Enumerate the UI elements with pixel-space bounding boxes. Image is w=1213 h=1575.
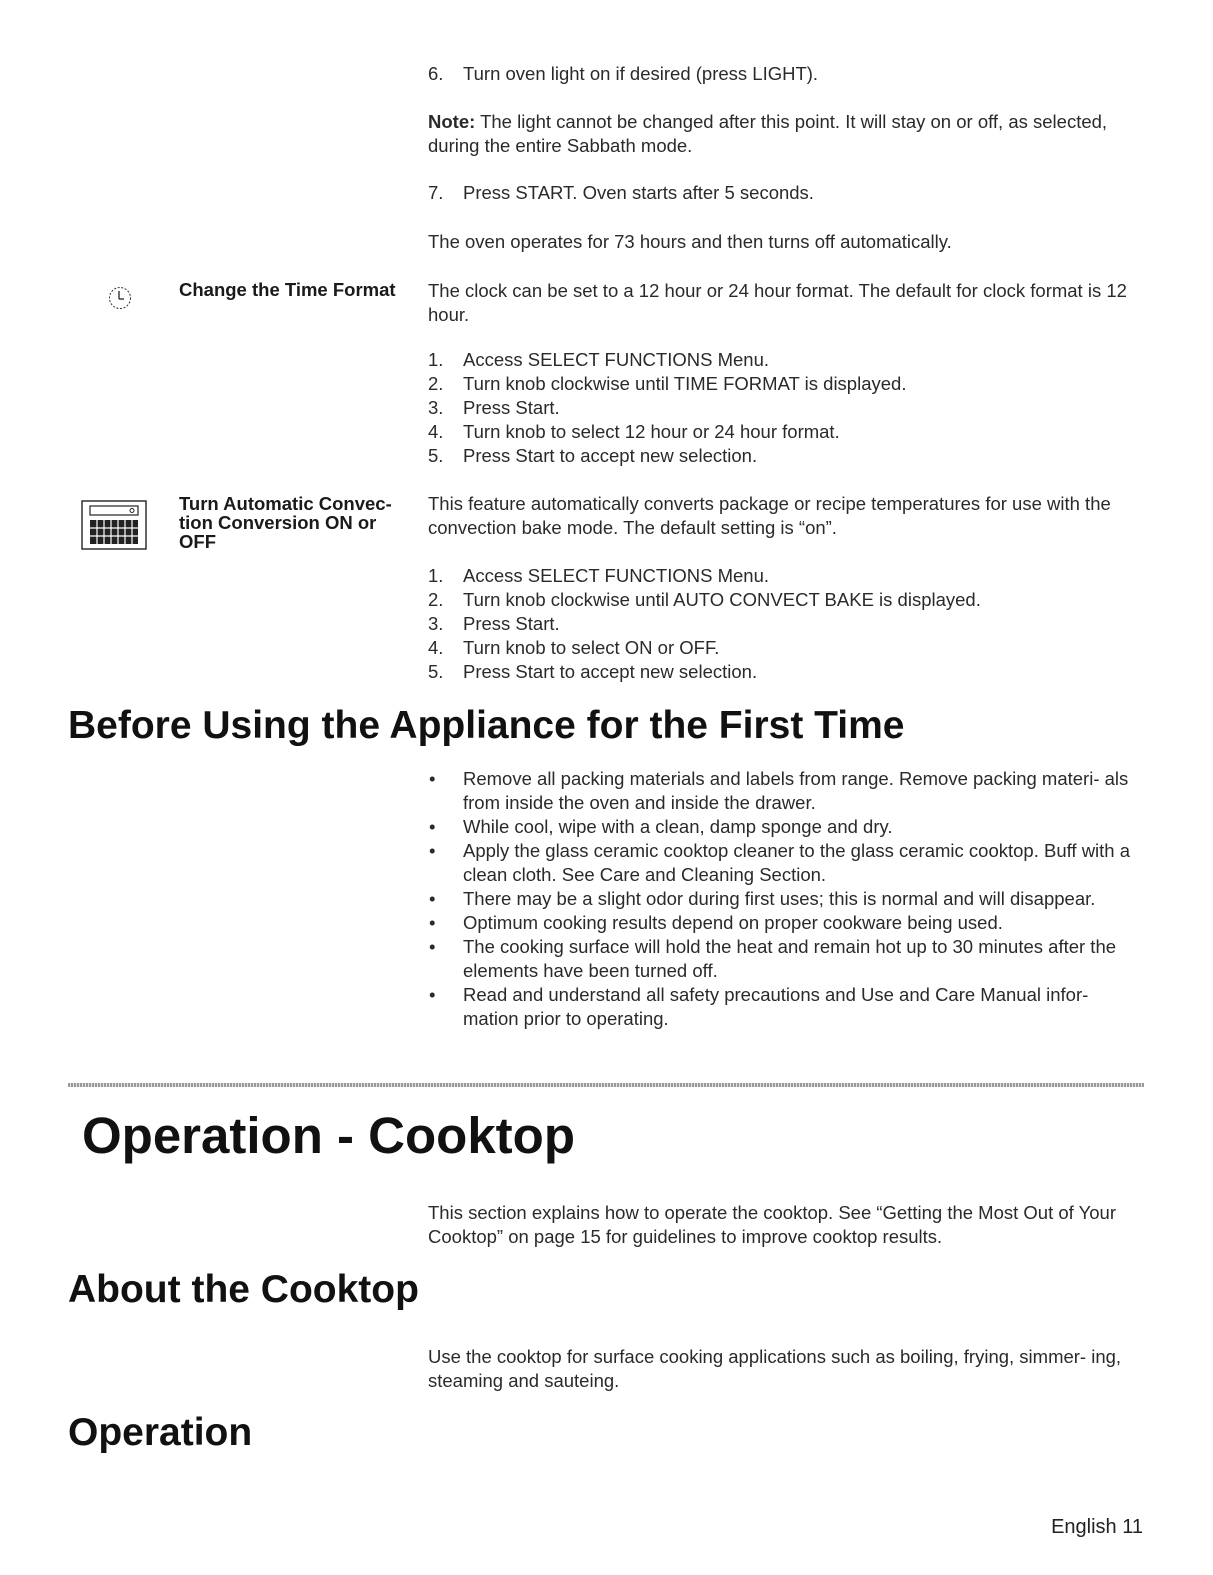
bullet-text: Read and understand all safety precautions and Use and Care Manual infor- mation prior to operating.	[463, 984, 1089, 1029]
step-text: Press Start.	[463, 397, 560, 418]
step-number: 2.	[428, 589, 444, 610]
step-number: 3.	[428, 397, 444, 418]
note-text: The light cannot be changed after this point. It will stay on or off, as selected, during the entire Sabbath mode.	[428, 111, 1108, 156]
bullet-item	[428, 935, 1148, 983]
convection-intro: This feature automatically converts package or recipe temperatures for use with the convection bake mode. The default setting is “on”.	[428, 493, 1111, 538]
step-number: 5.	[428, 661, 444, 682]
bullet-item	[428, 983, 1148, 1031]
convection-steps	[428, 564, 1153, 684]
bullet-dot: •	[429, 984, 436, 1005]
step-item	[428, 444, 1153, 468]
bullet-item	[428, 767, 1148, 815]
section-divider	[68, 1083, 1144, 1087]
bullet-text: Optimum cooking results depend on proper cookware being used.	[463, 912, 1003, 933]
step-text: Press Start to accept new selection.	[463, 661, 758, 682]
convection-title-line: tion Conversion ON or	[179, 512, 377, 533]
bullet-item	[428, 815, 1148, 839]
step-text: Press Start to accept new selection.	[463, 445, 758, 466]
step-number: 4.	[428, 421, 444, 442]
step-text: Turn knob to select 12 hour or 24 hour format.	[463, 421, 840, 442]
step-text: Access SELECT FUNCTIONS Menu.	[463, 349, 770, 370]
bullet-dot: •	[429, 840, 436, 861]
step-number: 1.	[428, 349, 444, 370]
bullet-dot: •	[429, 912, 436, 933]
step-text: Turn oven light on if desired (press LIGHT).	[463, 63, 819, 84]
sabbath-step-7	[428, 181, 1153, 205]
bullet-text: Remove all packing materials and labels from range. Remove packing materi- als from inside the oven and inside the drawer.	[463, 768, 1129, 813]
step-item	[428, 636, 1153, 660]
step-number: 7.	[428, 182, 444, 203]
step-number: 6.	[428, 63, 444, 84]
bullet-text: While cool, wipe with a clean, damp sponge and dry.	[463, 816, 893, 837]
sabbath-step-6	[428, 62, 1153, 86]
bullet-item	[428, 839, 1148, 887]
step-item	[428, 588, 1153, 612]
step-text: Press START. Oven starts after 5 seconds.	[463, 182, 814, 203]
convection-title-line: Turn Automatic Convec-	[179, 493, 392, 514]
step-text: Turn knob to select ON or OFF.	[463, 637, 720, 658]
about-cooktop-heading: About the Cooktop	[68, 1268, 419, 1311]
convection-title-line: OFF	[179, 531, 216, 552]
step-item	[428, 660, 1153, 684]
step-number: 5.	[428, 445, 444, 466]
step-item	[428, 420, 1153, 444]
time-format-steps	[428, 348, 1153, 468]
step-item	[428, 564, 1153, 588]
sabbath-note	[428, 110, 1108, 158]
convection-title	[179, 494, 419, 551]
before-using-bullets	[428, 767, 1148, 1031]
step-number: 4.	[428, 637, 444, 658]
about-cooktop-text: Use the cooktop for surface cooking applications such as boiling, frying, simmer- ing, steaming and sauteing.	[428, 1346, 1122, 1391]
step-text: Access SELECT FUNCTIONS Menu.	[463, 565, 770, 586]
time-format-title: Change the Time Format	[179, 279, 396, 300]
step-number: 3.	[428, 613, 444, 634]
operation-cooktop-heading: Operation - Cooktop	[82, 1107, 575, 1164]
step-item	[428, 348, 1153, 372]
bullet-dot: •	[429, 888, 436, 909]
step-text: Turn knob clockwise until TIME FORMAT is displayed.	[463, 373, 907, 394]
bullet-text: There may be a slight odor during first uses; this is normal and will disappear.	[463, 888, 1096, 909]
sabbath-closing: The oven operates for 73 hours and then turns off automatically.	[428, 231, 952, 252]
time-format-intro: The clock can be set to a 12 hour or 24 hour format. The default for clock format is 12 hour.	[428, 280, 1127, 325]
step-number: 1.	[428, 565, 444, 586]
clock-icon	[107, 283, 133, 313]
step-text: Press Start.	[463, 613, 560, 634]
page-number: English 11	[1051, 1516, 1143, 1538]
step-item	[428, 396, 1153, 420]
step-number: 2.	[428, 373, 444, 394]
keypad-icon	[81, 500, 147, 550]
before-using-heading: Before Using the Appliance for the First Time	[68, 704, 905, 747]
step-item	[428, 372, 1153, 396]
step-text: Turn knob clockwise until AUTO CONVECT BAKE is displayed.	[463, 589, 981, 610]
bullet-text: The cooking surface will hold the heat and remain hot up to 30 minutes after the elements have been turned off.	[463, 936, 1117, 981]
bullet-dot: •	[429, 768, 436, 789]
operation-cooktop-intro: This section explains how to operate the cooktop. See “Getting the Most Out of Your Cooktop” on page 15 for guidelines to improve cooktop results.	[428, 1202, 1116, 1247]
bullet-dot: •	[429, 816, 436, 837]
bullet-item	[428, 911, 1148, 935]
operation-heading: Operation	[68, 1411, 253, 1454]
bullet-text: Apply the glass ceramic cooktop cleaner to the glass ceramic cooktop. Buff with a clean cloth. See Care and Cleaning Section.	[463, 840, 1131, 885]
step-item	[428, 612, 1153, 636]
bullet-item	[428, 887, 1148, 911]
bullet-dot: •	[429, 936, 436, 957]
note-label: Note:	[428, 111, 476, 132]
